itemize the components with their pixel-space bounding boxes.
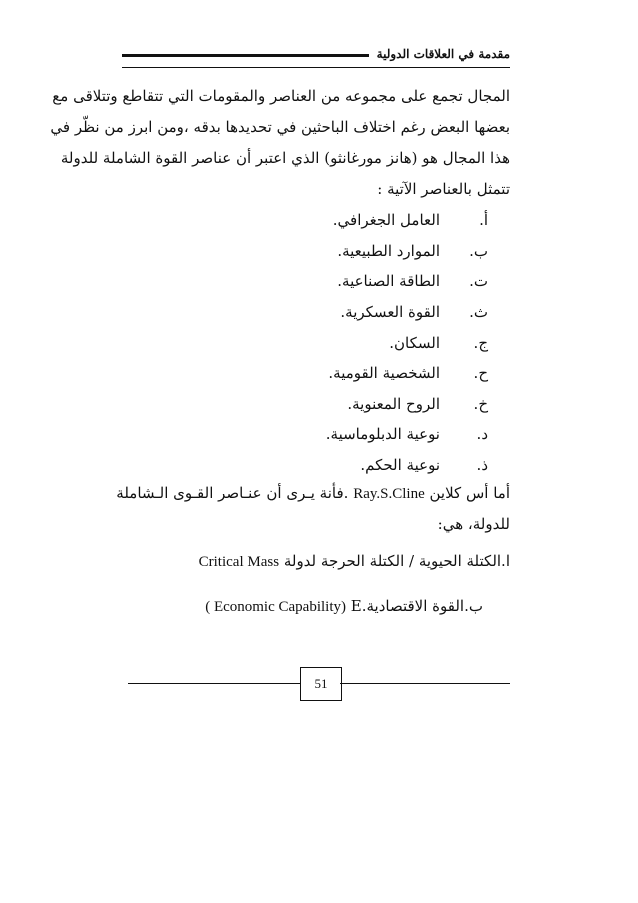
economic-capability-line <box>205 596 483 617</box>
list-item-letter: ت. <box>469 272 488 290</box>
cline-prefix: أما أس كلاين <box>429 484 510 502</box>
paragraph-line-4: تتمثل بالعناصر الآتية : <box>377 180 510 198</box>
list-item-text: الروح المعنوية. <box>347 395 440 413</box>
running-header <box>122 40 510 68</box>
header-title: مقدمة في العلاقات الدولية <box>376 47 510 61</box>
footer-rule-right <box>340 683 510 684</box>
list-item <box>308 209 488 231</box>
list-item-text: العامل الجغرافي. <box>332 211 440 229</box>
list-item-text: نوعية الحكم. <box>360 456 440 474</box>
economic-capability-english: ( Economic Capability) <box>205 599 346 615</box>
cline-name: Ray.S.Cline <box>353 486 425 502</box>
list-item-text: نوعية الدبلوماسية. <box>325 425 440 443</box>
list-item <box>308 454 488 476</box>
page-number-box <box>300 667 342 701</box>
cline-paragraph-line <box>116 483 510 504</box>
list-item <box>308 270 488 292</box>
critical-mass-line <box>199 551 510 572</box>
list-item-letter: ح. <box>473 364 488 382</box>
list-item <box>308 240 488 262</box>
critical-mass-english: Critical Mass <box>198 554 280 570</box>
list-item-letter: خ. <box>473 395 488 413</box>
list-item <box>308 362 488 384</box>
list-item-letter: ب. <box>469 242 488 260</box>
paragraph-line-3: هذا المجال هو (هانز مورغانثو) الذي اعتبر أن عناصر القوة الشاملة للدولة <box>60 149 510 167</box>
list-item-letter: ذ. <box>476 456 488 474</box>
paragraph-line-1: المجال تجمع على مجموعه من العناصر والمقومات التي تتقاطع وتتلاقى مع <box>52 87 510 105</box>
list-item <box>308 332 488 354</box>
header-underline <box>122 67 510 68</box>
for-state-line: للدولة، هي: <box>437 515 510 533</box>
list-item-text: الطاقة الصناعية. <box>337 272 440 290</box>
list-item <box>308 393 488 415</box>
paragraph-line-2: بعضها البعض رغم اختلاف الباحثين في تحديدها بدقه ،ومن ابرز من نظّر في <box>50 118 510 136</box>
economic-capability-arabic: ب.القوة الاقتصادية.E <box>350 597 483 615</box>
critical-mass-arabic: ا.الكتلة الحيوية / الكتلة الحرجة لدولة <box>283 552 510 570</box>
footer-rule-left <box>128 683 300 684</box>
list-item-text: الموارد الطبيعية. <box>337 242 440 260</box>
list-item-letter: ث. <box>469 303 488 321</box>
list-item-letter: ج. <box>473 334 488 352</box>
page-number: 51 <box>314 676 328 691</box>
cline-suffix: .فأنة يـرى أن عنـاصر القـوى الـشاملة <box>116 484 349 502</box>
list-item-letter: أ. <box>479 211 488 229</box>
list-item-text: الشخصية القومية. <box>328 364 440 382</box>
header-thick-rule <box>122 54 369 57</box>
list-item <box>308 301 488 323</box>
list-item <box>308 423 488 445</box>
list-item-text: القوة العسكرية. <box>340 303 440 321</box>
list-item-text: السكان. <box>389 334 440 352</box>
list-item-letter: د. <box>476 425 488 443</box>
